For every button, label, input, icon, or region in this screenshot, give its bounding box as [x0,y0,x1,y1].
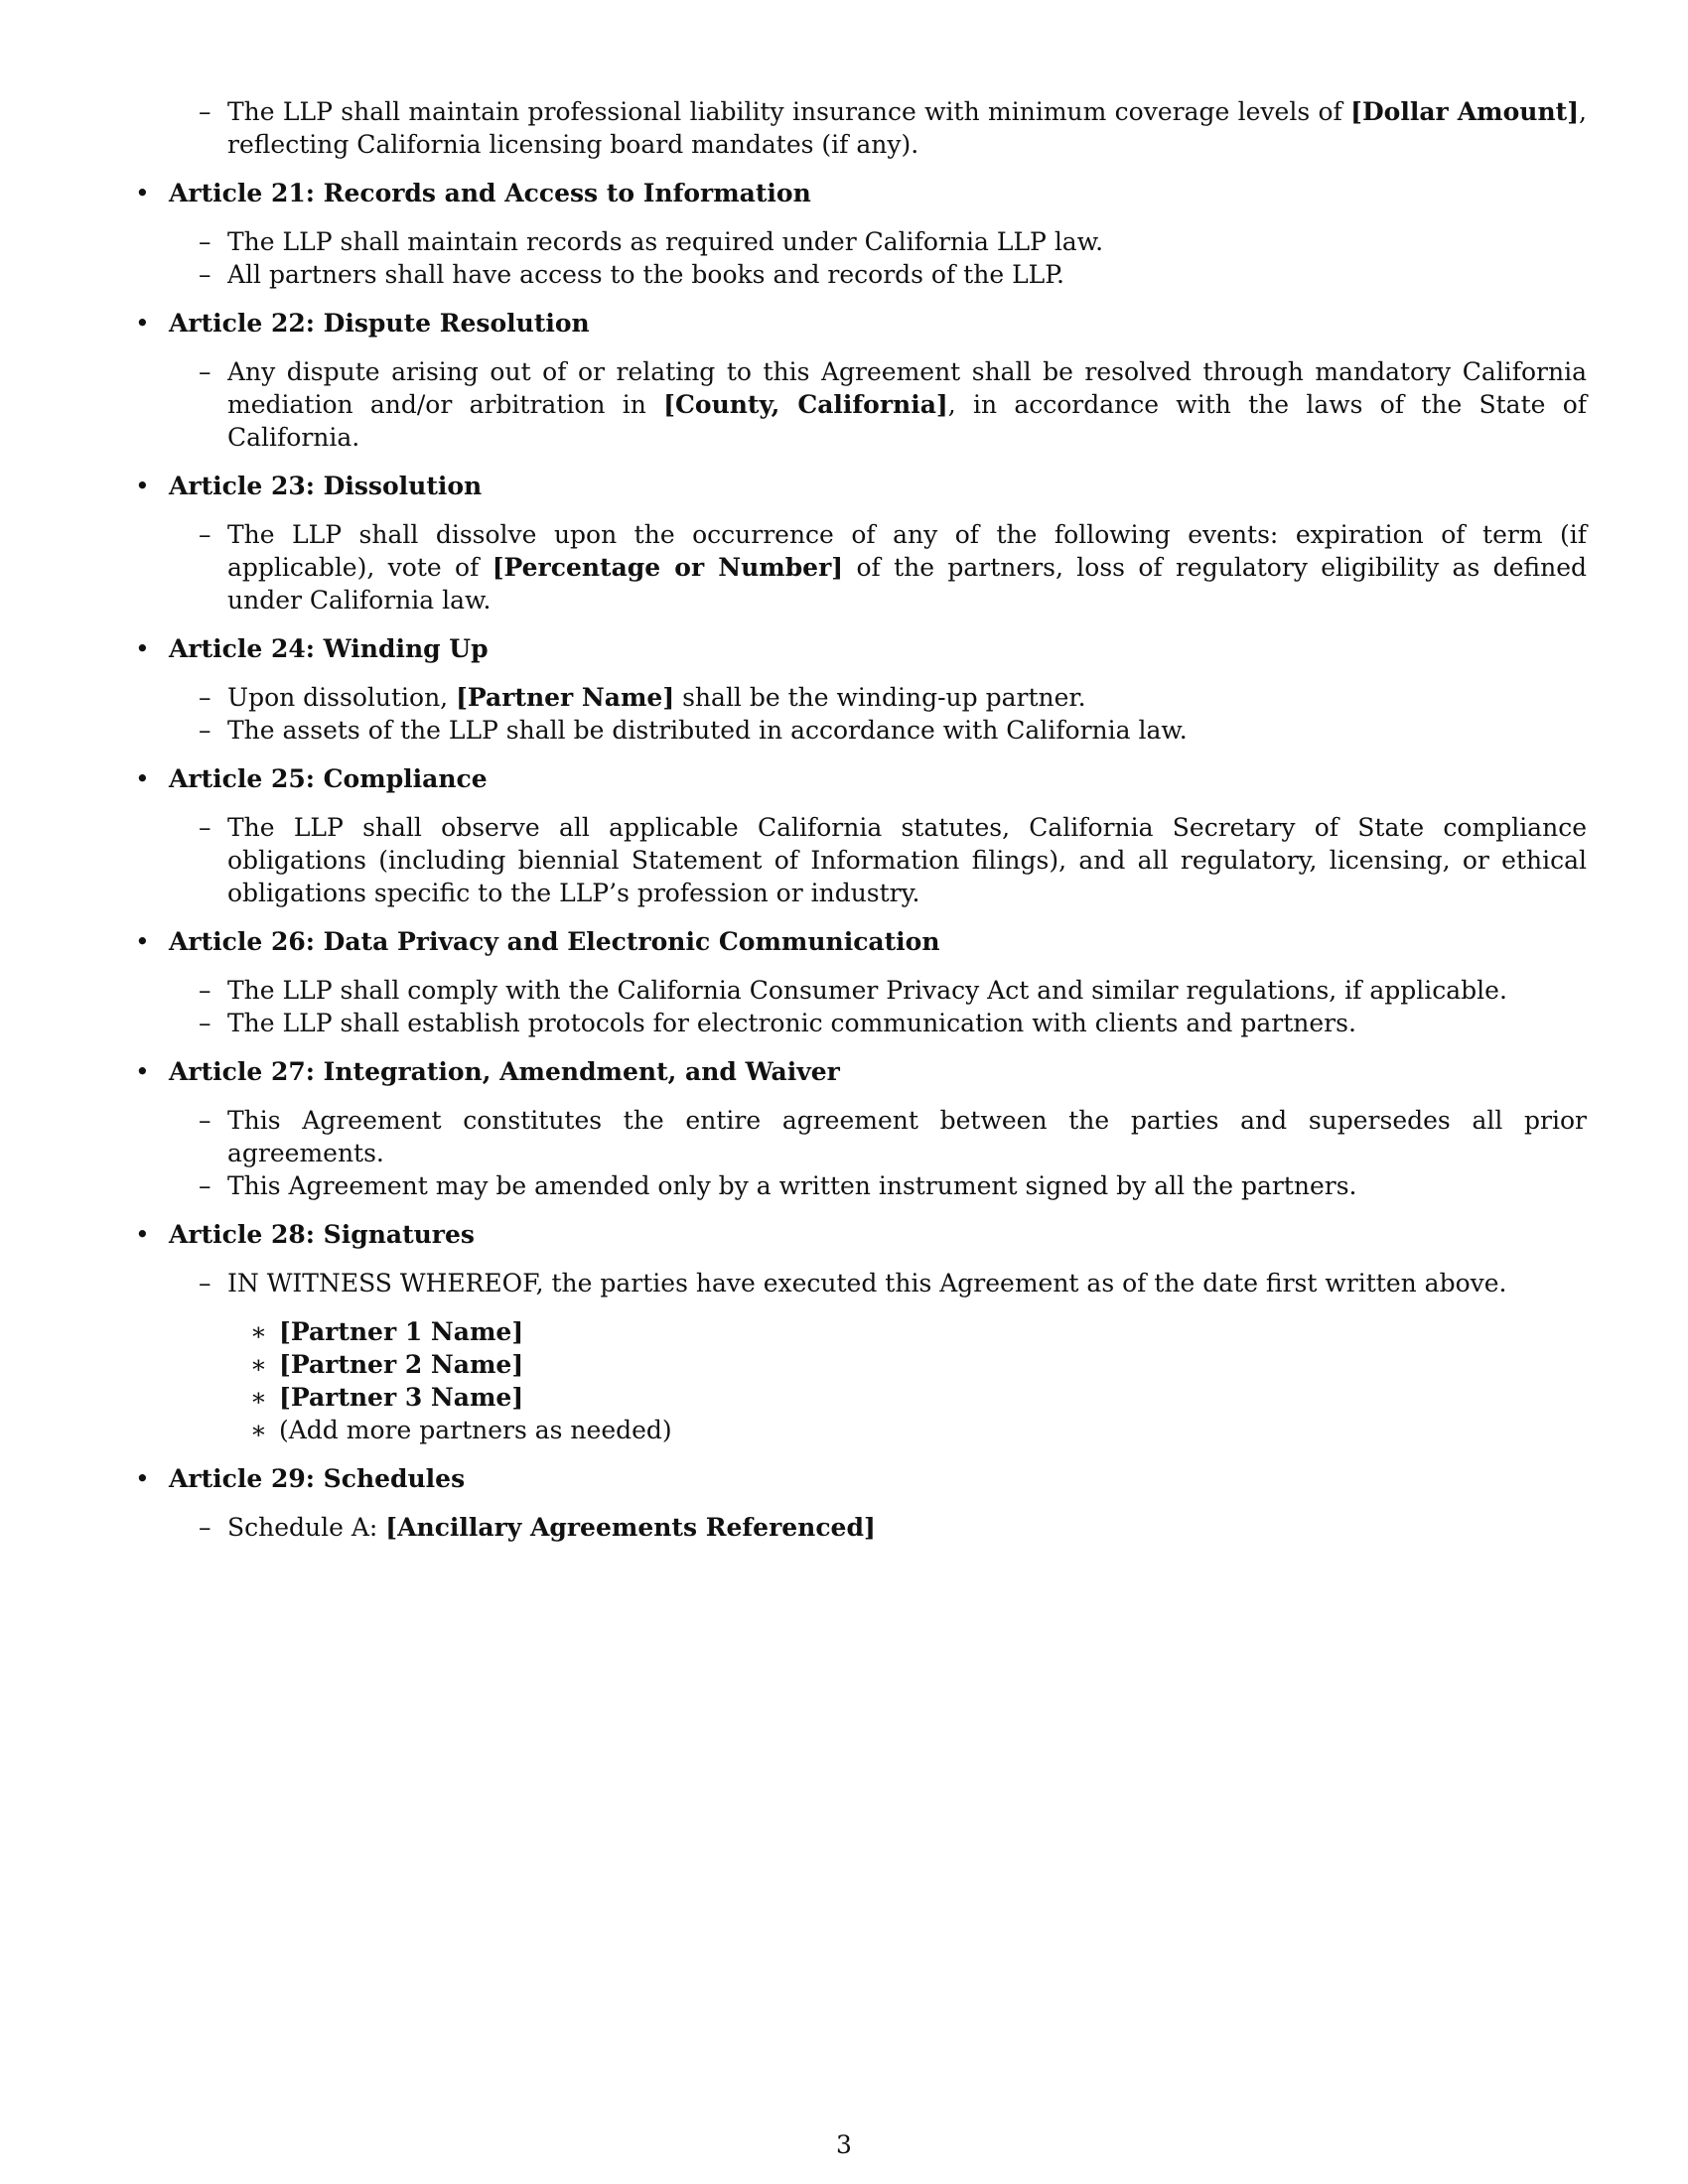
dash-marker: – [199,227,211,256]
star-marker: ∗ [250,1383,267,1412]
dash-marker: – [199,97,211,126]
dash-marker: – [199,357,211,386]
placeholder-dollar-amount: [Dollar Amount] [1350,97,1580,126]
star-marker: ∗ [250,1350,267,1379]
article-23-item: – The LLP shall dissolve upon the occurrence of any of the following events: expiration of term (if applicable), vote of [Percentage or Number] of the partners, loss of regulatory eligibility as defined under California law. [199,520,1588,614]
article-list [127,95,1587,1544]
star-marker: ∗ [250,1317,267,1346]
dash-marker: – [199,520,211,549]
signature-line [127,1381,1587,1414]
article-24-item: – The assets of the LLP shall be distributed in accordance with California law. [199,716,1188,745]
insurance-clause: – The LLP shall maintain professional liability insurance with minimum coverage levels of [Dollar Amount], reflecting California licensing board mandates (if any). [199,97,1587,159]
article-24-heading: • Article 24: Winding Up [135,634,489,663]
page-number: 3 [836,2130,852,2159]
placeholder-partner-name: [Partner Name] [456,683,675,712]
placeholder-percentage: [Percentage or Number] [492,553,844,582]
article-26-item: – The LLP shall establish protocols for electronic communication with clients and partners. [199,1009,1356,1037]
placeholder-partner-2: [Partner 2 Name] [279,1350,524,1379]
bullet-marker: • [135,472,150,500]
article-21-heading: • Article 21: Records and Access to Information [135,179,811,207]
dash-marker: – [199,716,211,745]
dash-marker: – [199,1106,211,1135]
signature-line [127,1315,1587,1348]
dash-marker: – [199,1513,211,1542]
dash-marker: – [199,1269,211,1297]
article-22-item: – Any dispute arising out of or relating to this Agreement shall be resolved through mandatory California mediation and/or arbitration in [County, California], in accordance with the laws of the State of California. [199,357,1588,452]
bullet-marker: • [135,927,150,956]
article-25-heading: • Article 25: Compliance [135,764,488,793]
star-marker: ∗ [250,1416,267,1444]
bullet-marker: • [135,1057,150,1086]
add-more-partners-note: (Add more partners as needed) [279,1416,672,1444]
article-26-heading: • Article 26: Data Privacy and Electronic Communication [135,927,940,956]
signature-line [127,1414,1587,1446]
dash-marker: – [199,1171,211,1200]
bullet-marker: • [135,179,150,207]
article-26-item: – The LLP shall comply with the California Consumer Privacy Act and similar regulations, if applicable. [199,976,1507,1005]
article-28-heading: • Article 28: Signatures [135,1220,475,1249]
placeholder-partner-3: [Partner 3 Name] [279,1383,524,1412]
article-29-item: – Schedule A: [Ancillary Agreements Referenced] [199,1513,876,1542]
dash-marker: – [199,976,211,1005]
dash-marker: – [199,683,211,712]
article-27-item: – This Agreement constitutes the entire agreement between the parties and supersedes all prior agreements. [199,1106,1587,1167]
article-29-heading: • Article 29: Schedules [135,1464,466,1493]
placeholder-ancillary-agreements: [Ancillary Agreements Referenced] [385,1513,876,1542]
bullet-marker: • [135,309,150,338]
dash-marker: – [199,260,211,289]
article-21-item: – The LLP shall maintain records as required under California LLP law. [199,227,1104,256]
article-23-heading: • Article 23: Dissolution [135,472,483,500]
dash-marker: – [199,813,211,842]
dash-marker: – [199,1009,211,1037]
article-27-item: – This Agreement may be amended only by a written instrument signed by all the partners. [199,1171,1357,1200]
article-24-item: – Upon dissolution, [Partner Name] shall be the winding-up partner. [199,683,1086,712]
article-27-heading: • Article 27: Integration, Amendment, and Waiver [135,1057,840,1086]
article-28-item: – IN WITNESS WHEREOF, the parties have executed this Agreement as of the date first written above. [199,1269,1507,1297]
placeholder-county: [County, California] [663,390,948,419]
signature-list [127,1315,1587,1446]
article-22-heading: • Article 22: Dispute Resolution [135,309,590,338]
bullet-marker: • [135,1220,150,1249]
bullet-marker: • [135,634,150,663]
placeholder-partner-1: [Partner 1 Name] [279,1317,524,1346]
article-25-item: – The LLP shall observe all applicable California statutes, California Secretary of State compliance obligations (including biennial Statement of Information filings), and all regulatory, licensing, or ethical obligations specific to the LLP’s profession or industry. [199,813,1587,907]
bullet-marker: • [135,1464,150,1493]
signature-line [127,1348,1587,1381]
bullet-marker: • [135,764,150,793]
article-21-item: – All partners shall have access to the books and records of the LLP. [199,260,1064,289]
